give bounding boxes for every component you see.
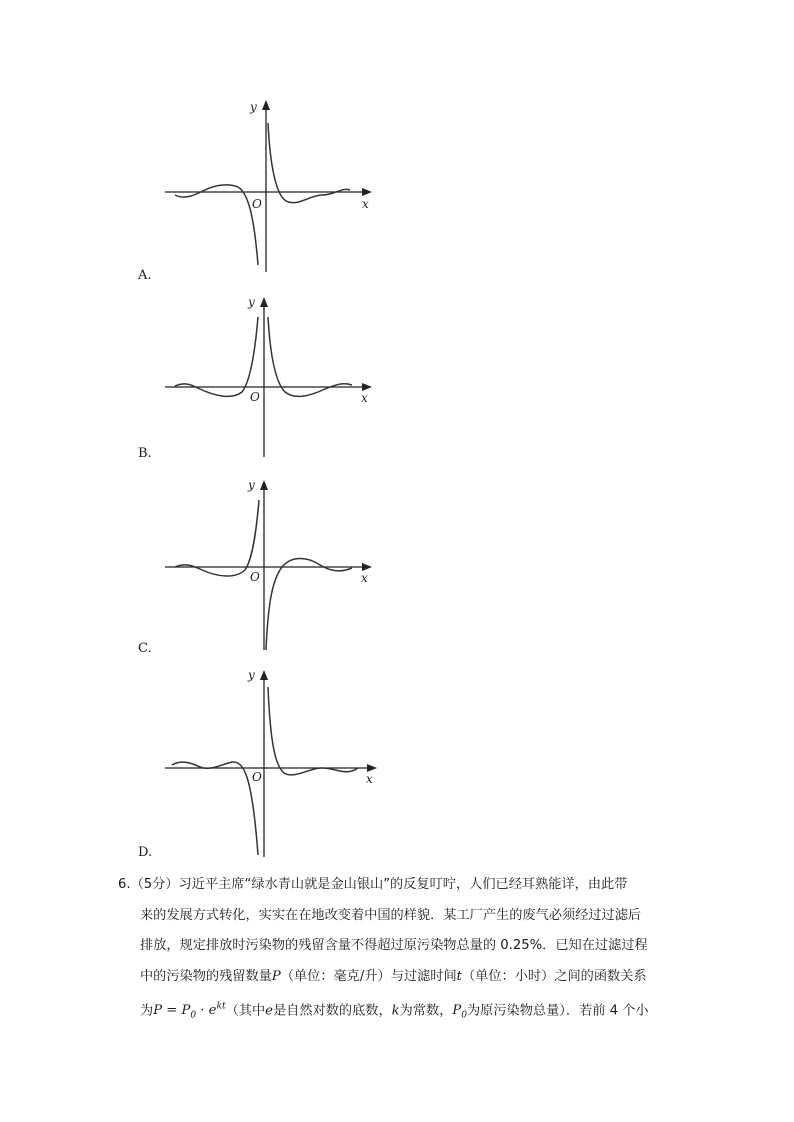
problem-text: 是自然对数的底数， bbox=[272, 1003, 392, 1019]
option-d-label[interactable]: D. bbox=[138, 845, 153, 860]
var-t: t bbox=[456, 968, 462, 984]
x-axis-label: x bbox=[366, 772, 373, 786]
problem-line-1 bbox=[118, 870, 688, 901]
problem-text: （其中 bbox=[225, 1003, 266, 1019]
problem-number: 6. bbox=[118, 877, 131, 892]
origin-label: O bbox=[250, 570, 260, 584]
var-e: e bbox=[265, 1003, 273, 1019]
var-p0: $P_0$ bbox=[452, 1003, 467, 1022]
option-b-label[interactable]: B. bbox=[138, 446, 152, 461]
problem-line-3: 排放，规定排放时污染物的残留含量不得超过原污染物总量的 0.25%．已知在过滤过程 bbox=[140, 938, 648, 953]
problem-text: 为原污染物总量）．若前 4 个小 bbox=[467, 1003, 649, 1019]
problem-text: 为常数， bbox=[399, 1003, 453, 1019]
graph-d bbox=[160, 665, 390, 865]
option-a-label[interactable]: A. bbox=[138, 268, 152, 283]
problem-text: 为 bbox=[140, 1003, 154, 1019]
problem-text: 习近平主席“绿水青山就是金山银山”的反复叮咛，人们已经耳熟能详，由此带 bbox=[178, 877, 628, 892]
problem-score: （5分） bbox=[130, 877, 179, 892]
var-p: P bbox=[271, 968, 281, 984]
graph-a bbox=[160, 95, 390, 280]
problem-text: （单位：小时）之间的函数关系 bbox=[461, 968, 647, 984]
x-axis-label: x bbox=[361, 571, 368, 585]
x-axis-label: x bbox=[362, 197, 369, 211]
y-axis-label: y bbox=[248, 295, 255, 309]
graph-c bbox=[160, 475, 390, 655]
graph-b bbox=[160, 292, 390, 462]
y-axis-label: y bbox=[248, 668, 255, 682]
problem-text: 中的污染物的残留数量 bbox=[140, 968, 272, 984]
problem-line-4 bbox=[118, 962, 688, 993]
option-c-label[interactable]: C. bbox=[138, 641, 152, 656]
origin-label: O bbox=[252, 770, 262, 784]
x-axis-label: x bbox=[361, 391, 368, 405]
problem-line-5 bbox=[118, 992, 688, 1032]
origin-label: O bbox=[250, 390, 260, 404]
var-k: k bbox=[391, 1003, 400, 1019]
problem-text: （单位：毫克/升）与过滤时间 bbox=[280, 968, 457, 984]
problem-line-2: 来的发展方式转化，实实在在地改变着中国的样貌．某工厂产生的废气必须经过过滤后 bbox=[140, 907, 642, 923]
formula: $P = P_0 \cdot e^{kt}$ bbox=[153, 1002, 226, 1022]
y-axis-label: y bbox=[248, 478, 255, 492]
origin-label: O bbox=[252, 197, 262, 211]
problem-6 bbox=[118, 870, 688, 1032]
y-axis-label: y bbox=[250, 100, 257, 114]
